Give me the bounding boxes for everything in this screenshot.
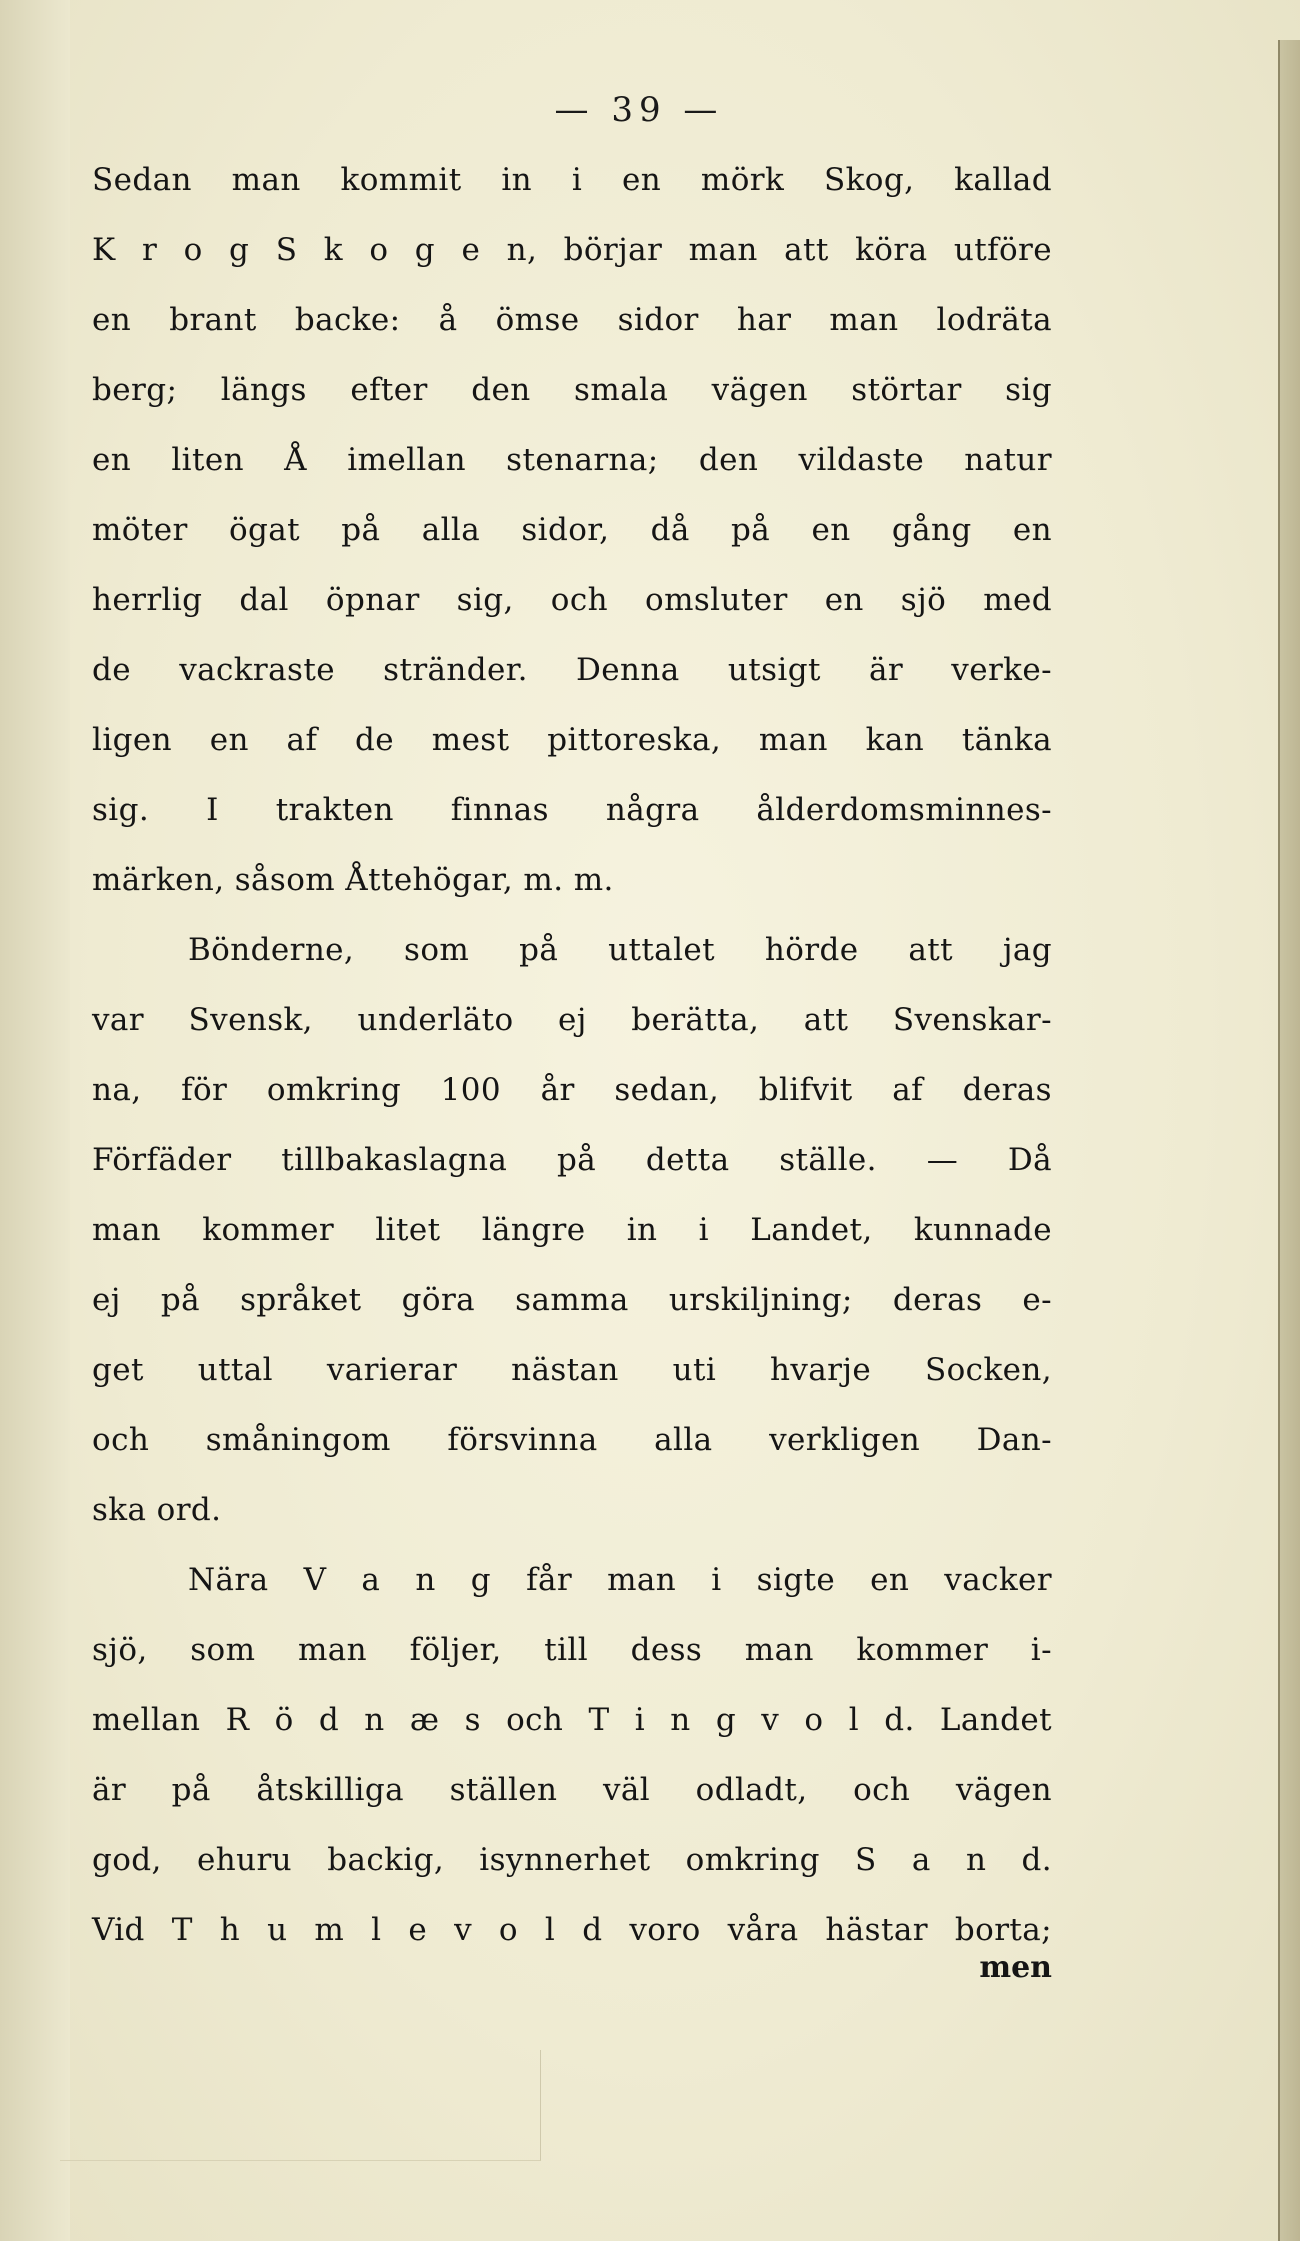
text-line: är på åtskilliga ställen väl odladt, och vägen: [92, 1772, 1052, 1808]
page-body: [92, 145, 1052, 1965]
text-line: och småningom försvinna alla verkligen Dan-: [92, 1422, 1052, 1458]
text-line: mellan R ö d n æ s och T i n g v o l d. Landet: [92, 1702, 1052, 1738]
text-line: var Svensk, underläto ej berätta, att Svenskar-: [92, 1002, 1052, 1038]
text-line: Förfäder tillbakaslagna på detta ställe. — Då: [92, 1142, 1052, 1178]
text-line: Bönderne, som på uttalet hörde att jag: [188, 932, 1052, 968]
text-line: ligen en af de mest pittoreska, man kan tänka: [92, 722, 1052, 758]
text-line: möter ögat på alla sidor, då på en gång en: [92, 512, 1052, 548]
text-line: en liten Å imellan stenarna; den vildaste natur: [92, 442, 1052, 478]
text-line: sjö, som man följer, till dess man kommer i-: [92, 1632, 1052, 1668]
text-line: K r o g S k o g e n, börjar man att köra utföre: [92, 232, 1052, 268]
page-number: — 39 —: [554, 90, 724, 130]
text-line: berg; längs efter den smala vägen störtar sig: [92, 372, 1052, 408]
text-line: herrlig dal öpnar sig, och omsluter en sjö med: [92, 582, 1052, 618]
text-line: Nära V a n g får man i sigte en vacker: [188, 1562, 1052, 1598]
text-line: na, för omkring 100 år sedan, blifvit af deras: [92, 1072, 1052, 1108]
text-line: märken, såsom Åttehögar, m. m.: [92, 862, 614, 898]
text-line: Vid T h u m l e v o l d voro våra hästar borta;: [92, 1912, 1052, 1948]
page-binding-edge: [1278, 40, 1300, 2241]
catchword: men: [979, 1950, 1052, 1985]
text-line: get uttal varierar nästan uti hvarje Socken,: [92, 1352, 1052, 1388]
page-left-shadow: [0, 0, 70, 2241]
text-line: de vackraste stränder. Denna utsigt är verke-: [92, 652, 1052, 688]
text-line: en brant backe: å ömse sidor har man lodräta: [92, 302, 1052, 338]
text-line: sig. I trakten finnas några ålderdomsminnes-: [92, 792, 1052, 828]
text-line: god, ehuru backig, isynnerhet omkring S a n d.: [92, 1842, 1052, 1878]
faint-library-mark: [60, 2050, 541, 2161]
text-line: ej på språket göra samma urskiljning; deras e-: [92, 1282, 1052, 1318]
text-line: man kommer litet längre in i Landet, kunnade: [92, 1212, 1052, 1248]
text-line: Sedan man kommit in i en mörk Skog, kallad: [92, 162, 1052, 198]
text-line: ska ord.: [92, 1492, 222, 1528]
